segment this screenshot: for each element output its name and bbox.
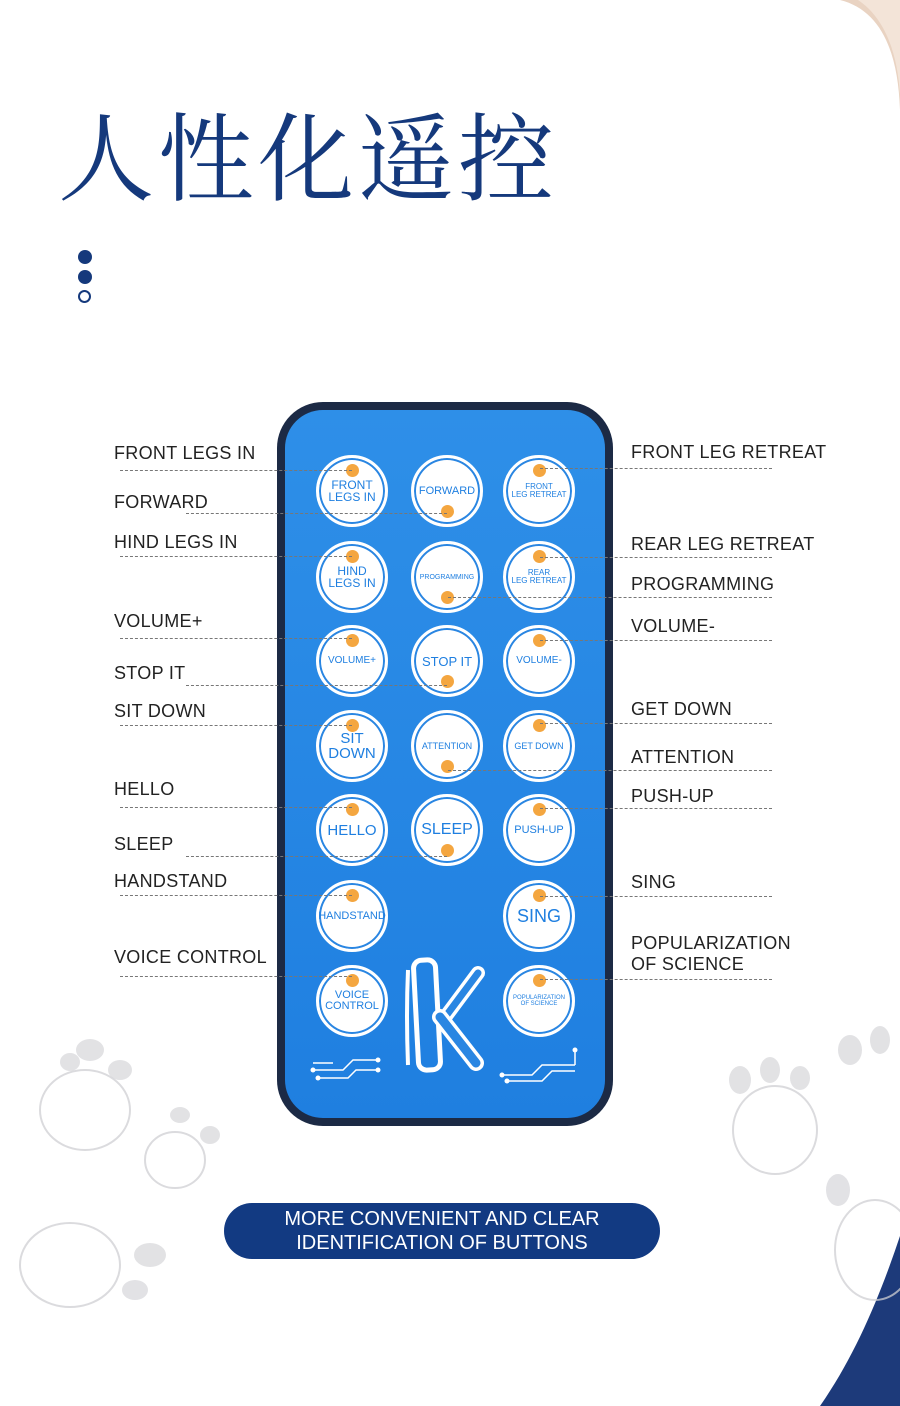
programming-button-label: PROGRAMMING — [419, 573, 475, 581]
callout-label-left-1: FRONT LEGS IN — [114, 443, 256, 463]
banner-line-2: IDENTIFICATION OF BUTTONS — [296, 1232, 588, 1254]
sit-down-button[interactable] — [316, 710, 388, 782]
dot-hollow — [78, 290, 91, 303]
leader-line — [540, 808, 772, 809]
sleep-button-label: SLEEP — [421, 821, 473, 838]
leader-line — [540, 896, 772, 897]
stop-it-button-label: STOP IT — [421, 653, 473, 669]
callout-label-left-10: VOICE CONTROL — [114, 947, 267, 967]
volume-up-button[interactable] — [316, 625, 388, 697]
voice-control-button-label: VOICE CONTROL — [325, 989, 379, 1012]
handstand-button-label: HANDSTAND — [318, 909, 386, 922]
leader-line — [120, 556, 352, 557]
corner-decoration-top — [780, 0, 900, 120]
front-leg-retreat-button[interactable] — [503, 455, 575, 527]
hind-legs-in-button[interactable] — [316, 541, 388, 613]
callout-label-left-4: VOLUME+ — [114, 611, 203, 631]
callout-label-left-5: STOP IT — [114, 663, 186, 683]
led-indicator — [533, 719, 546, 732]
circuit-decoration-right — [497, 1045, 582, 1085]
dot-filled-2 — [78, 270, 92, 284]
forward-button-label: FORWARD — [418, 484, 476, 497]
rear-leg-retreat-button[interactable] — [503, 541, 575, 613]
k-logo-icon — [398, 955, 493, 1080]
callout-label-left-8: SLEEP — [114, 834, 174, 854]
circuit-decoration-left — [308, 1045, 383, 1085]
callout-label-left-6: SIT DOWN — [114, 701, 207, 721]
callout-label-right-5: GET DOWN — [631, 699, 733, 719]
corner-decoration-bottom — [810, 1236, 900, 1406]
callout-label-right-2: REAR LEG RETREAT — [631, 534, 815, 554]
stop-it-button[interactable] — [411, 625, 483, 697]
leader-line — [120, 470, 352, 471]
callout-label-left-3: HIND LEGS IN — [114, 532, 238, 552]
callout-label-left-7: HELLO — [114, 779, 175, 799]
led-indicator — [346, 803, 359, 816]
push-up-button[interactable] — [503, 794, 575, 866]
led-indicator — [533, 803, 546, 816]
callout-label-right-6: ATTENTION — [631, 747, 735, 767]
volume-down-button[interactable] — [503, 625, 575, 697]
volume-down-button-label: VOLUME- — [516, 655, 562, 666]
led-indicator — [441, 760, 454, 773]
rear-leg-retreat-button-label: REAR LEG RETREAT — [511, 568, 567, 585]
leader-line — [540, 557, 772, 558]
callout-label-right-4: VOLUME- — [631, 616, 716, 636]
leader-line — [540, 723, 772, 724]
pagination-dots — [78, 250, 92, 309]
sing-button-label: SING — [516, 906, 561, 926]
front-legs-in-button-label: FRONT LEGS IN — [328, 478, 376, 504]
get-down-button-label: GET DOWN — [514, 740, 564, 751]
leader-line — [186, 685, 447, 686]
callout-label-left-2: FORWARD — [114, 492, 209, 512]
hind-legs-in-button-label: HIND LEGS IN — [328, 564, 376, 590]
callout-label-right-7: PUSH-UP — [631, 786, 715, 806]
leader-line — [120, 976, 352, 977]
led-indicator — [533, 974, 546, 987]
led-indicator — [533, 464, 546, 477]
led-indicator — [441, 505, 454, 518]
dot-filled-1 — [78, 250, 92, 264]
leader-line — [540, 468, 772, 469]
leader-line — [120, 807, 352, 808]
sing-button[interactable] — [503, 880, 575, 952]
leader-line — [120, 725, 352, 726]
programming-button[interactable] — [411, 541, 483, 613]
push-up-button-label: PUSH-UP — [514, 823, 564, 836]
popularization-of-science-button[interactable] — [503, 965, 575, 1037]
leader-line — [120, 895, 352, 896]
page-title: 人性化遥控 — [58, 104, 558, 216]
callout-label-right-9: POPULARIZATION OF SCIENCE — [631, 933, 791, 974]
callout-label-left-9: HANDSTAND — [114, 871, 228, 891]
callout-label-right-8: SING — [631, 872, 677, 892]
banner-line-1: MORE CONVENIENT AND CLEAR — [284, 1208, 600, 1230]
forward-button[interactable] — [411, 455, 483, 527]
callout-label-right-1: FRONT LEG RETREAT — [631, 442, 827, 462]
feature-banner — [224, 1203, 660, 1259]
get-down-button[interactable] — [503, 710, 575, 782]
leader-line — [186, 856, 447, 857]
leader-line — [540, 979, 772, 980]
front-legs-in-button[interactable] — [316, 455, 388, 527]
leader-line — [448, 770, 772, 771]
attention-button-label: ATTENTION — [421, 740, 473, 751]
leader-line — [186, 513, 447, 514]
volume-up-button-label: VOLUME+ — [327, 655, 377, 666]
attention-button[interactable] — [411, 710, 483, 782]
leader-line — [540, 640, 772, 641]
led-indicator — [346, 634, 359, 647]
hello-button-label: HELLO — [327, 821, 377, 839]
leader-line — [448, 597, 772, 598]
handstand-button[interactable] — [316, 880, 388, 952]
front-leg-retreat-button-label: FRONT LEG RETREAT — [511, 482, 567, 499]
sit-down-button-label: SIT DOWN — [328, 730, 376, 762]
callout-label-right-3: PROGRAMMING — [631, 574, 775, 594]
led-indicator — [441, 675, 454, 688]
leader-line — [120, 638, 352, 639]
popularization-of-science-button-label: POPULARIZATION OF SCIENCE — [513, 995, 565, 1007]
